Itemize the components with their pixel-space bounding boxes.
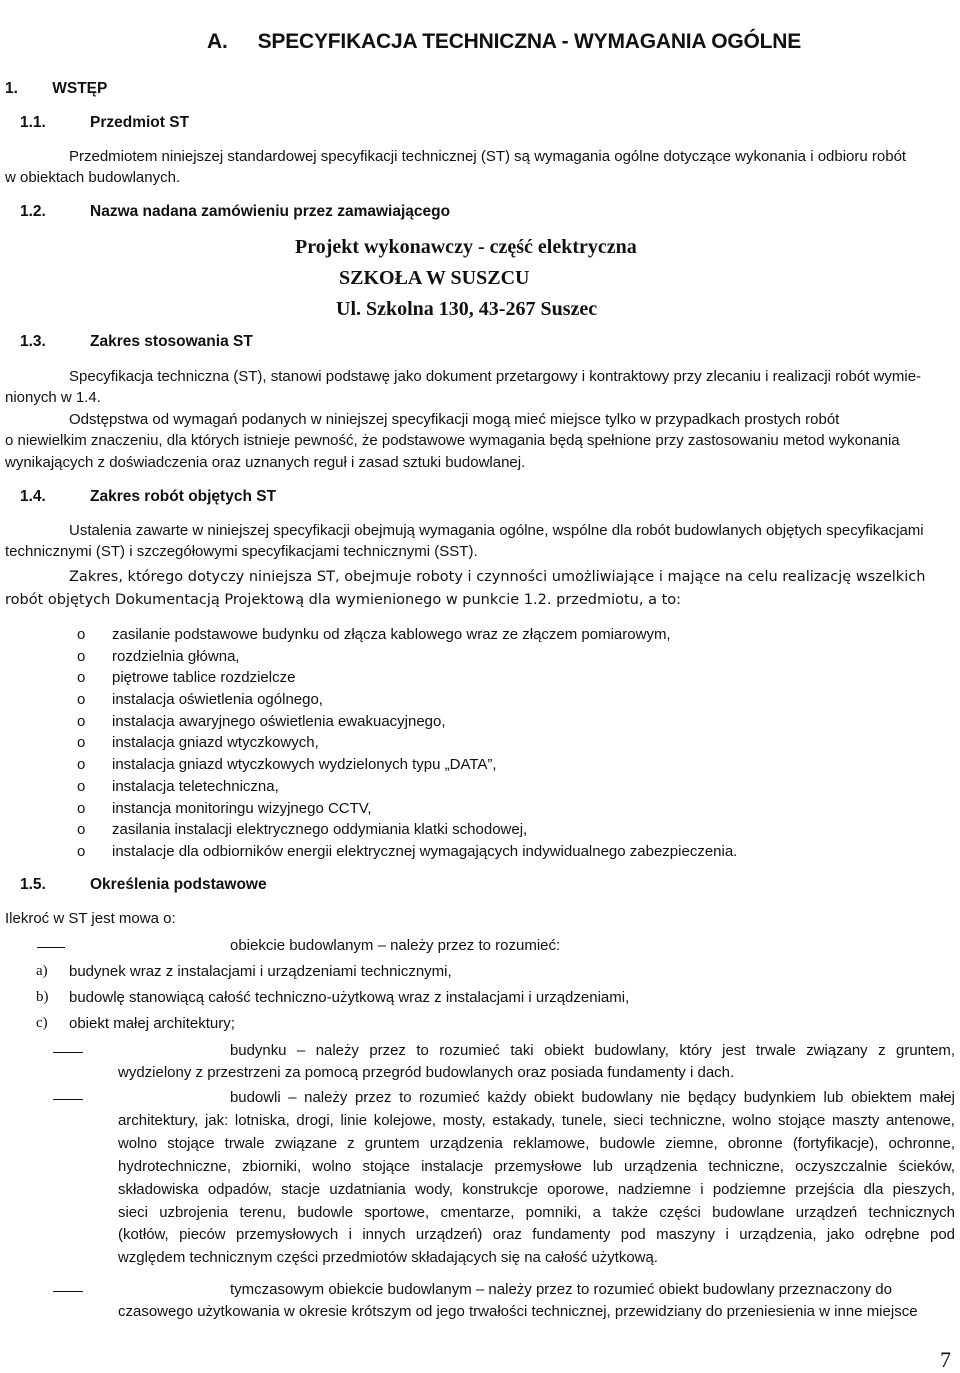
- section-1-5-heading: [20, 876, 267, 894]
- project-school: SZKOŁA W SUSZCU: [339, 267, 530, 289]
- list-item: [77, 776, 937, 798]
- paragraph-line: Przedmiotem niniejszej standardowej specyfikacji technicznej (ST) są wymagania ogólne dotyczące wykonania i odbioru robót: [69, 148, 907, 165]
- definition-item-text: obiekt małej architektury;: [69, 1015, 235, 1032]
- list-item-text: zasilanie podstawowe budynku od złącza kablowego wraz ze złączem pomiarowym,: [112, 626, 671, 643]
- bullet-marker: o: [77, 626, 86, 643]
- bullet-marker: o: [77, 669, 86, 687]
- section-number: 1.4.: [20, 488, 46, 505]
- paragraph-line: Zakres, którego dotyczy niniejsza ST, obejmuje roboty i czynności umożliwiające i mające na celu realizację wszelkich: [69, 569, 926, 585]
- definition-item-letter: c): [36, 1015, 48, 1031]
- list-item: [77, 667, 937, 689]
- section-1-1-heading: [20, 114, 190, 132]
- paragraph-line: Ustalenia zawarte w niniejszej specyfikacji obejmują wymagania ogólne, wspólne dla robót budowlanych objętych specyfikacjami: [69, 522, 924, 539]
- definition-budynek-line: budynku – należy przez to rozumieć taki obiekt budowlany, który jest trwale związany z gruntem,: [230, 1042, 956, 1059]
- project-name: Projekt wykonawczy - część elektryczna: [295, 236, 637, 258]
- list-item-text: instalacja oświetlenia ogólnego,: [112, 691, 323, 709]
- definition-item-text: budynek wraz z instalacjami i urządzeniami technicznymi,: [69, 963, 452, 980]
- list-item-text: instalacja teletechniczna,: [112, 777, 279, 795]
- bullet-marker: o: [77, 842, 86, 860]
- definitions-intro: Ilekroć w ST jest mowa o:: [5, 910, 176, 927]
- list-item: [77, 711, 937, 733]
- dash-marker: [53, 1099, 83, 1100]
- section-number: 1.5.: [20, 876, 46, 893]
- bullet-marker: o: [77, 799, 86, 817]
- definition-item-text: budowlę stanowiącą całość techniczno-użytkową wraz z instalacjami i urządzeniami,: [69, 989, 630, 1006]
- list-item-text: instalacja gniazd wtyczkowych,: [112, 734, 319, 752]
- list-item: [77, 689, 937, 711]
- paragraph-line: o niewielkim znaczeniu, dla których istnieje pewność, że podstawowe wymagania będą spełnione przy zastosowaniu metod wykonania: [5, 432, 900, 449]
- section-1-heading: [5, 80, 107, 98]
- definition-tymczasowy-line: tymczasowym obiekcie budowlanym – należy przez to rozumieć obiekt budowlany przeznaczony do: [230, 1281, 892, 1298]
- bullet-marker: o: [77, 734, 86, 752]
- definition-budowla-line: (kotłów, pieców przemysłowych i innych urządzeń) oraz fundamenty pod maszyny i urządzenia, jako odrębne pod: [118, 1226, 955, 1244]
- section-number: 1.2.: [20, 203, 46, 220]
- section-number: 1.: [5, 80, 18, 97]
- list-item-text: zasilania instalacji elektrycznego oddymiania klatki schodowej,: [112, 821, 528, 839]
- paragraph-line: w obiektach budowlanych.: [5, 169, 181, 186]
- bullet-marker: o: [77, 691, 86, 709]
- dash-marker: [53, 1052, 83, 1053]
- list-item-text: instalacja gniazd wtyczkowych wydzielonych typu „DATA”,: [112, 756, 497, 774]
- section-1-2-heading: [20, 203, 451, 221]
- list-item: [77, 841, 937, 863]
- paragraph-line: Specyfikacja techniczna (ST), stanowi podstawę jako dokument przetargowy i kontraktowy przy zlecaniu i realizacji robót wymie-: [69, 368, 922, 385]
- bullet-marker: o: [77, 712, 86, 730]
- section-title: Określenia podstawowe: [90, 876, 267, 893]
- title-letter: A.: [207, 30, 228, 53]
- definition-budowla-line: sieci uzbrojenia terenu, budowle sportowe, cmentarze, pomniki, a także części budowlane urządzeń technicznych: [118, 1203, 955, 1221]
- section-title: Przedmiot ST: [90, 114, 190, 131]
- definition-item-letter: b): [36, 989, 49, 1005]
- definition-budowla-line: budowli – należy przez to rozumieć każdy obiekt budowlany nie będący budynkiem lub obiektem małej: [230, 1089, 956, 1106]
- paragraph-line: robót objętych Dokumentacją Projektową dla wymienionego w punkcie 1.2. przedmiotu, a to:: [5, 592, 682, 608]
- section-title: Zakres stosowania ST: [90, 333, 253, 350]
- definition-budowla-line: hydrotechniczne, zbiorniki, wolno stojące instalacje przemysłowe lub urządzenia techniczne, oczyszczalnie ścieków,: [118, 1157, 955, 1175]
- dash-marker: [37, 947, 65, 948]
- list-item: [77, 732, 937, 754]
- project-address: Ul. Szkolna 130, 43-267 Suszec: [336, 298, 598, 320]
- dash-marker: [53, 1291, 83, 1292]
- paragraph-line: Odstępstwa od wymagań podanych w niniejszej specyfikacji mogą mieć miejsce tylko w przypadkach prostych robót: [69, 411, 840, 428]
- section-1-4-heading: [20, 488, 277, 506]
- scope-list: [77, 624, 937, 863]
- title-text: SPECYFIKACJA TECHNICZNA - WYMAGANIA OGÓLNE: [257, 30, 802, 53]
- list-item: [77, 819, 937, 841]
- bullet-marker: o: [77, 777, 86, 795]
- list-item-text: instalacje dla odbiorników energii elektrycznej wymagających indywidualnego zabezpieczenia.: [112, 842, 738, 860]
- section-title: Zakres robót objętych ST: [90, 488, 277, 505]
- definition-tymczasowy-line: czasowego użytkowania w okresie krótszym od jego trwałości technicznej, przewidziany do przeniesienia w inne miejsce: [118, 1303, 918, 1320]
- section-number: 1.1.: [20, 114, 46, 131]
- section-title: WSTĘP: [52, 80, 108, 97]
- definition-budowla-line: architektury, jak: lotniska, drogi, linie kolejowe, mosty, estakady, tunele, sieci techniczne, wolno stojące maszty antenowe,: [118, 1111, 955, 1129]
- paragraph-line: wynikających z doświadczenia oraz uznanych reguł i zasad sztuki budowlanej.: [5, 454, 526, 471]
- document-title: [207, 30, 801, 54]
- definition-item-letter: a): [36, 963, 48, 979]
- list-item-text: instancja monitoringu wizyjnego CCTV,: [112, 799, 372, 817]
- definition-budowla-line: względem technicznym części przedmiotów składających się na całość użytkową.: [118, 1249, 658, 1267]
- list-item-text: instalacja awaryjnego oświetlenia ewakuacyjnego,: [112, 712, 446, 730]
- definition-budowla-line: wolno stojące trwale związane z gruntem urządzenia reklamowe, budowle ziemne, obronne (fortyfikacje), ochronne,: [118, 1134, 955, 1152]
- list-item: [77, 798, 937, 820]
- bullet-marker: o: [77, 756, 86, 774]
- list-item: [77, 646, 937, 668]
- paragraph-line: technicznymi (ST) i szczegółowymi specyfikacjami technicznymi (SST).: [5, 543, 478, 560]
- list-item-text: piętrowe tablice rozdzielcze: [112, 669, 296, 687]
- paragraph-line: nionych w 1.4.: [5, 389, 101, 406]
- list-item-text: rozdzielnia główna,: [112, 647, 240, 665]
- definition-budynek-line: wydzielony z przestrzeni za pomocą przegród budowlanych oraz posiada fundamenty i dach.: [118, 1064, 735, 1081]
- definition-obiekt: obiekcie budowlanym – należy przez to rozumieć:: [230, 937, 561, 954]
- bullet-marker: o: [77, 647, 86, 665]
- section-title: Nazwa nadana zamówieniu przez zamawiającego: [90, 203, 451, 220]
- section-number: 1.3.: [20, 333, 46, 350]
- bullet-marker: o: [77, 821, 86, 839]
- page-number: 7: [940, 1347, 951, 1372]
- list-item: [77, 624, 937, 646]
- section-1-3-heading: [20, 333, 253, 351]
- definition-budowla-line: składowiska odpadów, stacje uzdatniania wody, konstrukcje oporowe, nadziemne i podziemne przejścia dla pieszych,: [118, 1180, 955, 1198]
- list-item: [77, 754, 937, 776]
